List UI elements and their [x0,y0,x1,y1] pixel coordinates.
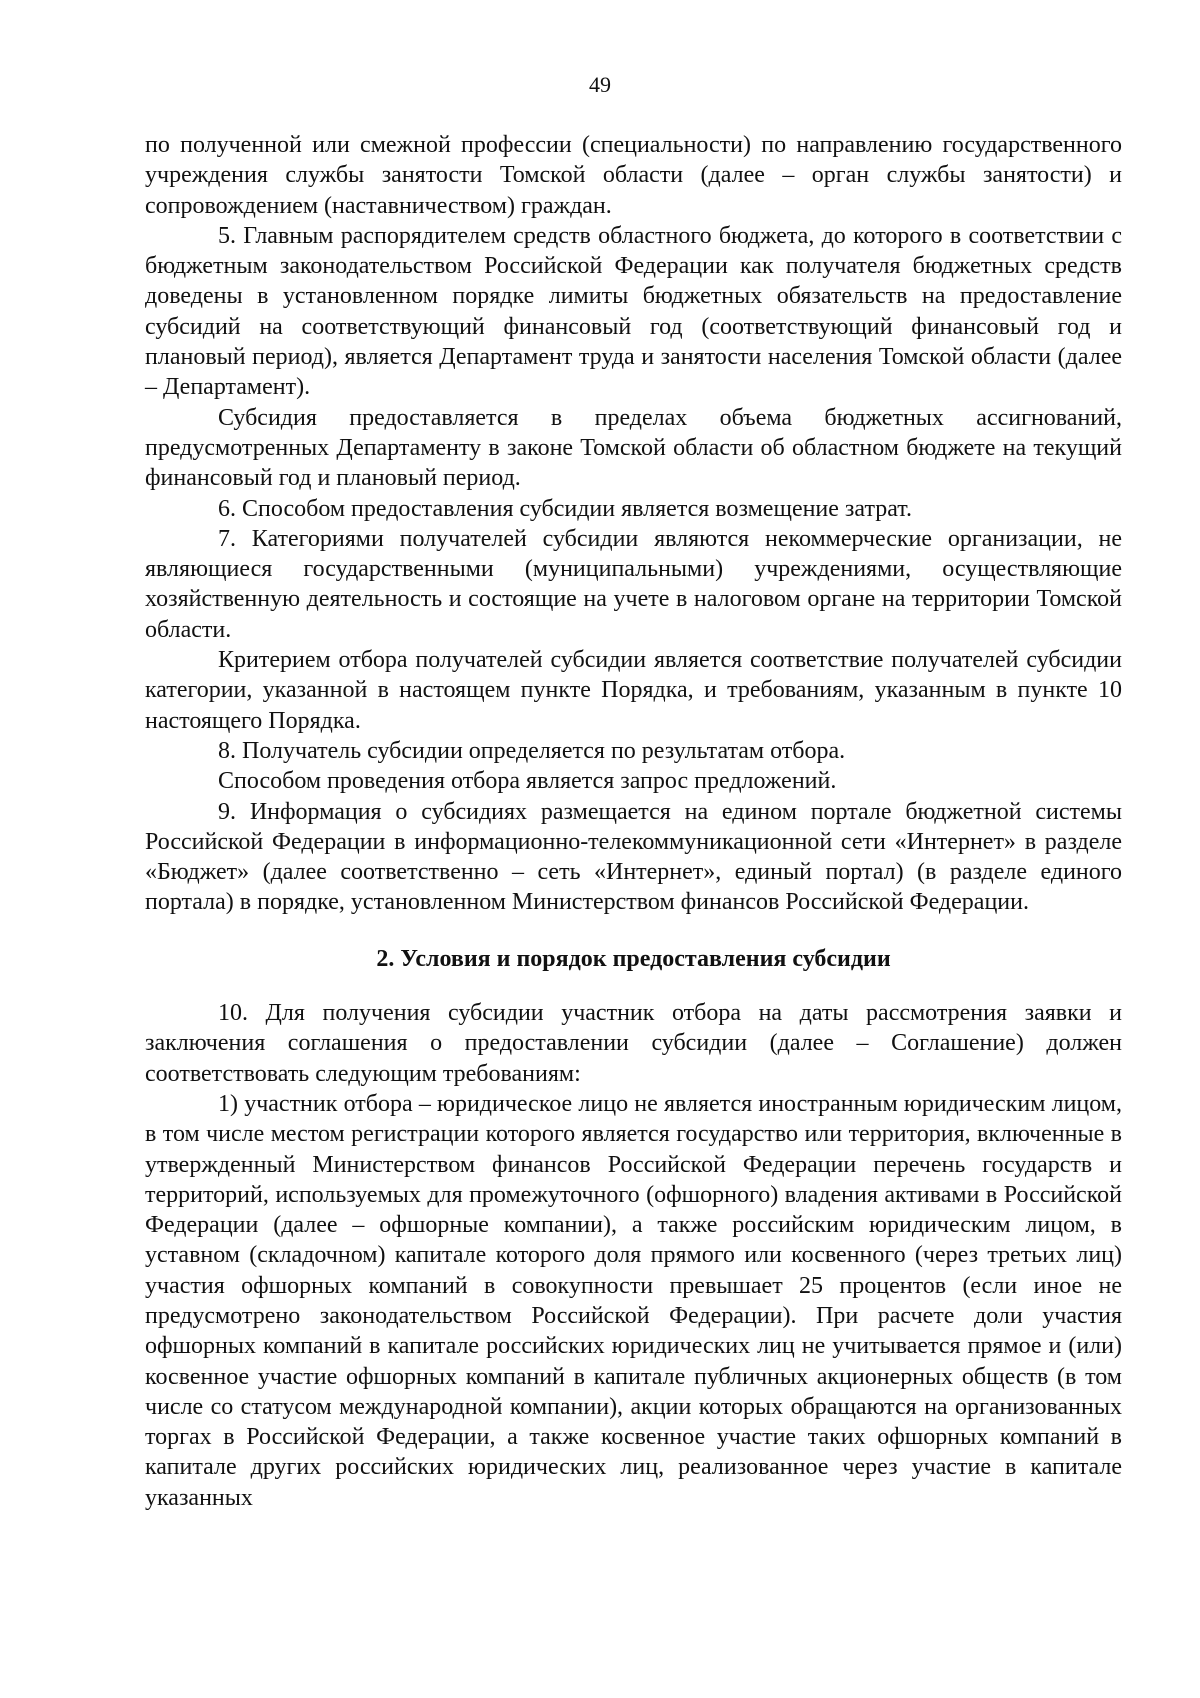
paragraph: 5. Главным распорядителем средств областного бюджета, до которого в соответствии с бюджетным законодательством Российской Федерации как получателя бюджетных средств доведены в установленном порядке лимиты бюджетных обязательств на предоставление субсидий на соответствующий финансовый год (соответствующий финансовый год и плановый период), является Департамент труда и занятости населения Томской области (далее – Департамент). [145,222,1122,401]
section-heading: 2. Условия и порядок предоставления субсидии [376,945,891,972]
paragraph: Критерием отбора получателей субсидии является соответствие получателей субсидии категории, указанной в настоящем пункте Порядка, и требованиям, указанным в пункте 10 настоящего Порядка. [145,647,1122,734]
paragraph: Субсидия предоставляется в пределах объема бюджетных ассигнований, предусмотренных Департаменту в законе Томской области об областном бюджете на текущий финансовый год и плановый период. [145,404,1122,492]
paragraph: 6. Способом предоставления субсидии является возмещение затрат. [218,495,912,522]
paragraph: 7. Категориями получателей субсидии являются некоммерческие организации, не являющиеся государственными (муниципальными) учреждениями, осуществляющие хозяйственную деятельность и состоящие на учете в налоговом органе на территории Томской области. [145,525,1122,643]
document-body [145,130,1122,1513]
paragraph: 8. Получатель субсидии определяется по результатам отбора. [218,737,846,764]
paragraph: Способом проведения отбора является запрос предложений. [218,768,837,795]
paragraph: по полученной или смежной профессии (специальности) по направлению государственного учреждения службы занятости Томской области (далее – орган службы занятости) и сопровождением (наставничеством) граждан. [145,132,1122,219]
paragraph: 9. Информация о субсидиях размещается на едином портале бюджетной системы Российской Федерации в информационно-телекоммуникационной сети «Интернет» в разделе «Бюджет» (далее соответственно – сеть «Интернет», единый портал) (в разделе единого портала) в порядке, установленном Министерством финансов Российской Федерации. [145,798,1122,916]
paragraph: 10. Для получения субсидии участник отбора на даты рассмотрения заявки и заключения соглашения о предоставлении субсидии (далее – Соглашение) должен соответствовать следующим требованиям: [145,1000,1122,1087]
page-number: 49 [589,72,611,97]
paragraph: 1) участник отбора – юридическое лицо не является иностранным юридическим лицом, в том числе местом регистрации которого является государство или территория, включенные в утвержденный Министерством финансов Российской Федерации перечень государств и территорий, используемых для промежуточного (офшорного) владения активами в Российской Федерации (далее – офшорные компании), а также российским юридическим лицом, в уставном (складочном) капитале которого доля прямого или косвенного (через третьих лиц) участия офшорных компаний в совокупности превышает 25 процентов (если иное не предусмотрено законодательством Российской Федерации). При расчете доли участия офшорных компаний в капитале российских юридических лиц не учитывается прямое и (или) косвенное участие офшорных компаний в капитале публичных акционерных обществ (в том числе со статусом международной компании), акции которых обращаются на организованных торгах в Российской Федерации, а также косвенное участие таких офшорных компаний в капитале других российских юридических лиц, реализованное через участие в капитале указанных [145,1090,1122,1511]
